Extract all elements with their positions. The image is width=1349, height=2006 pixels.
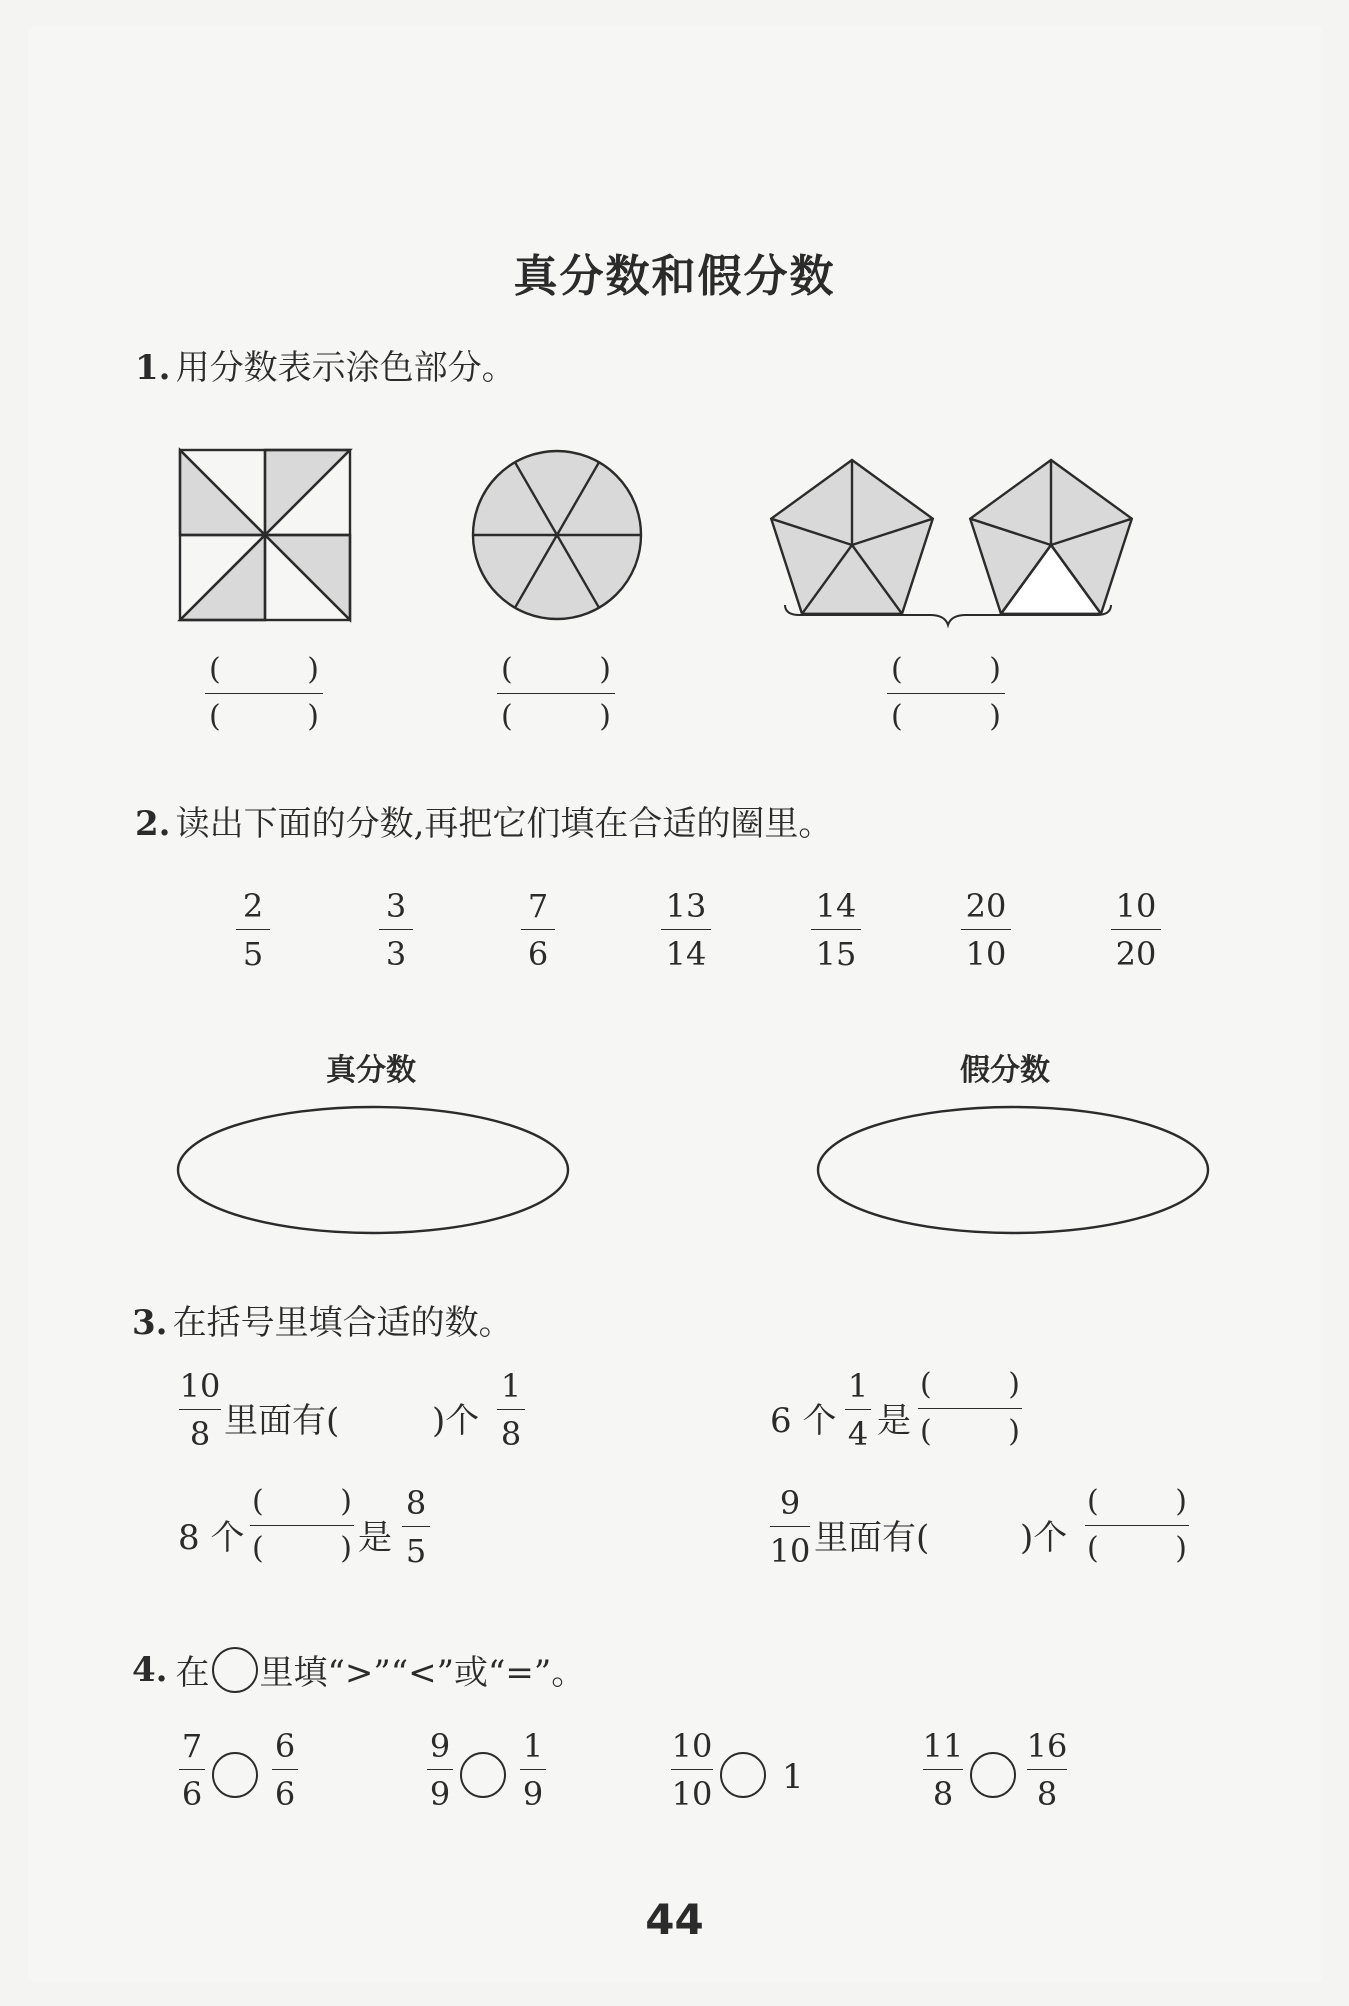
q3c-text-2: 是 bbox=[358, 1518, 392, 1558]
q2-fraction: 13 14 bbox=[656, 890, 716, 970]
q4-item-4-compare-circle[interactable] bbox=[970, 1752, 1016, 1798]
q1-answer-pentagons[interactable]: ( ) ( ) bbox=[887, 655, 1005, 732]
circle-figure bbox=[473, 451, 641, 619]
q3b-fraction: 1 4 bbox=[843, 1370, 873, 1450]
q3a-fraction-2: 1 8 bbox=[494, 1370, 528, 1450]
q4-item-2-right: 1 9 bbox=[518, 1730, 548, 1810]
pentagon-figure-1 bbox=[771, 460, 933, 614]
q2-number: 2. bbox=[135, 804, 171, 844]
q2-fraction: 14 15 bbox=[806, 890, 866, 970]
q3a-text-2: )个 bbox=[432, 1401, 480, 1441]
q4-item-2-left: 9 9 bbox=[425, 1730, 455, 1810]
circle-symbol-icon bbox=[212, 1647, 258, 1693]
q3d-text-2: )个 bbox=[1020, 1518, 1068, 1558]
q2-heading bbox=[135, 796, 832, 845]
q4-text-after: 里填“>”“<”或“=”。 bbox=[259, 1653, 586, 1693]
q3d-fraction: 9 10 bbox=[769, 1484, 811, 1570]
q2-fraction: 2 5 bbox=[233, 890, 273, 970]
q3d-text-1: 里面有( bbox=[814, 1518, 930, 1558]
improper-fraction-label: 假分数 bbox=[960, 1053, 1050, 1088]
q2-fraction: 10 20 bbox=[1106, 890, 1166, 970]
q3-number: 3. bbox=[132, 1303, 168, 1343]
q1-answer-square[interactable]: ( ) ( ) bbox=[205, 655, 323, 732]
improper-fraction-ellipse bbox=[818, 1107, 1208, 1233]
q1-text: 用分数表示涂色部分。 bbox=[175, 348, 516, 388]
q4-number: 4. bbox=[132, 1649, 168, 1690]
q3-text: 在括号里填合适的数。 bbox=[172, 1303, 513, 1343]
q3a-text-1: 里面有( bbox=[224, 1401, 340, 1441]
q1-answer-circle[interactable]: ( ) ( ) bbox=[497, 655, 615, 732]
q2-fraction: 7 6 bbox=[518, 890, 558, 970]
q4-item-4-left: 11 8 bbox=[922, 1727, 964, 1813]
q2-text: 读出下面的分数,再把它们填在合适的圈里。 bbox=[175, 804, 833, 844]
q3-heading bbox=[132, 1295, 513, 1344]
page-title: 真分数和假分数 bbox=[513, 251, 836, 302]
q3d-answer[interactable]: ( ) ( ) bbox=[1087, 1484, 1187, 1566]
q4-item-1-left: 7 6 bbox=[177, 1730, 207, 1810]
q1-heading bbox=[135, 340, 516, 389]
q4-text-before: 在 bbox=[175, 1653, 210, 1693]
proper-fraction-label: 真分数 bbox=[326, 1053, 416, 1088]
q3b-text-1: 6 个 bbox=[770, 1401, 837, 1441]
q3b-text-2: 是 bbox=[877, 1401, 911, 1441]
q3c-answer[interactable]: ( ) ( ) bbox=[252, 1484, 352, 1566]
q4-item-3-compare-circle[interactable] bbox=[720, 1752, 766, 1798]
square-figure bbox=[180, 450, 350, 620]
page-number: 44 bbox=[645, 1895, 704, 1944]
q4-item-1-compare-circle[interactable] bbox=[212, 1752, 258, 1798]
q1-figures bbox=[170, 425, 1170, 650]
q4-item-2-compare-circle[interactable] bbox=[460, 1752, 506, 1798]
q1-number: 1. bbox=[135, 348, 171, 388]
q3c-text-1: 8 个 bbox=[178, 1518, 245, 1558]
q3b-answer[interactable]: ( ) ( ) bbox=[920, 1367, 1020, 1449]
q4-item-3-left: 10 10 bbox=[671, 1727, 713, 1813]
q3a-fraction-1: 10 8 bbox=[179, 1367, 221, 1453]
q2-fraction: 20 10 bbox=[956, 890, 1016, 970]
q4-heading bbox=[132, 1645, 585, 1694]
q4-item-3-right: 1 bbox=[782, 1757, 804, 1797]
q2-fraction: 3 3 bbox=[376, 890, 416, 970]
pentagon-figure-2 bbox=[970, 460, 1132, 614]
proper-fraction-ellipse bbox=[178, 1107, 568, 1233]
q4-item-1-right: 6 6 bbox=[270, 1730, 300, 1810]
q4-item-4-right: 16 8 bbox=[1026, 1727, 1068, 1813]
q3c-fraction: 8 5 bbox=[400, 1487, 432, 1567]
q2-ellipses bbox=[175, 1100, 1215, 1250]
